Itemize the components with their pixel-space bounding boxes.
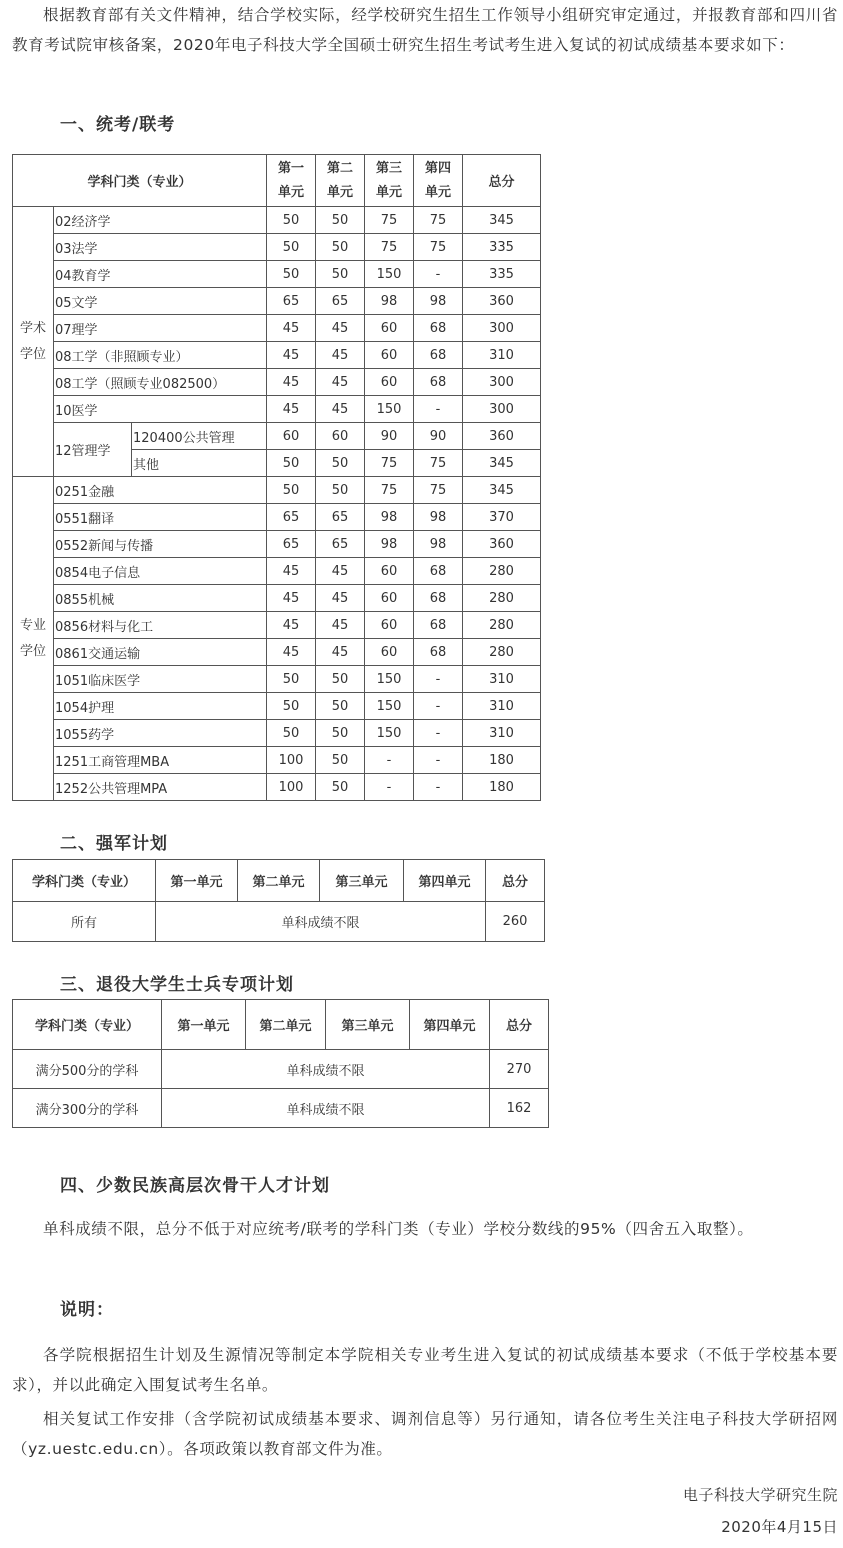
- row-unit2-score: 50: [316, 693, 365, 720]
- row-unit3-score: 60: [365, 558, 414, 585]
- notes-paragraph-2: 相关复试工作安排（含学院初试成绩基本要求、调剂信息等）另行通知，请各位考生关注电子科技大学研招网（yz.uestc.edu.cn）。各项政策以教育部文件为准。: [12, 1410, 838, 1458]
- row-total-score: 345: [463, 450, 541, 477]
- header-unit4: 第四单元: [404, 860, 486, 902]
- row-unit4-score: -: [414, 774, 463, 801]
- group-professional-degree: [13, 477, 54, 801]
- row-unit2-score: 50: [316, 234, 365, 261]
- table-header-row: [13, 1000, 549, 1050]
- row-category: 1054护理: [54, 693, 267, 720]
- table-row: [13, 396, 541, 423]
- row-unit1-score: 65: [267, 531, 316, 558]
- row-note: 单科成绩不限: [156, 902, 486, 942]
- row-unit1-score: 50: [267, 207, 316, 234]
- row-unit1-score: 50: [267, 450, 316, 477]
- row-unit4-score: 68: [414, 315, 463, 342]
- row-category: 满分500分的学科: [13, 1050, 162, 1089]
- table-row: [13, 747, 541, 774]
- row-category: 0856材料与化工: [54, 612, 267, 639]
- row-subcategory: 120400公共管理: [132, 423, 267, 450]
- veteran-plan-table: [12, 999, 549, 1128]
- row-unit2-score: 50: [316, 207, 365, 234]
- row-category: 08工学（非照顾专业）: [54, 342, 267, 369]
- row-total-score: 360: [463, 288, 541, 315]
- header-unit4: 第四单元: [410, 1000, 490, 1050]
- table-row: [13, 1089, 549, 1128]
- table-row: [13, 369, 541, 396]
- row-unit1-score: 50: [267, 720, 316, 747]
- section4-text: 单科成绩不限，总分不低于对应统考/联考的学科门类（专业）学校分数线的95%（四舍五入取整）。: [43, 1220, 754, 1238]
- header-unit1: [267, 155, 316, 207]
- header-total: 总分: [463, 155, 541, 207]
- row-unit2-score: 60: [316, 423, 365, 450]
- table-row: [13, 423, 541, 450]
- row-total-score: 335: [463, 234, 541, 261]
- table-row: [13, 477, 541, 504]
- row-total-score: 280: [463, 558, 541, 585]
- table-row: [13, 531, 541, 558]
- row-total-score: 310: [463, 666, 541, 693]
- row-unit3-score: 150: [365, 693, 414, 720]
- row-category: 08工学（照顾专业082500）: [54, 369, 267, 396]
- row-category: 0854电子信息: [54, 558, 267, 585]
- row-subcategory: 其他: [132, 450, 267, 477]
- row-category: 0551翻译: [54, 504, 267, 531]
- row-unit1-score: 50: [267, 477, 316, 504]
- row-unit3-score: 60: [365, 639, 414, 666]
- row-unit2-score: 50: [316, 450, 365, 477]
- row-unit1-score: 100: [267, 774, 316, 801]
- header-unit2: 第二单元: [238, 860, 320, 902]
- row-unit1-score: 50: [267, 666, 316, 693]
- header-unit3: 第三单元: [326, 1000, 410, 1050]
- row-unit1-score: 50: [267, 261, 316, 288]
- row-unit3-score: 150: [365, 261, 414, 288]
- group-academic-degree: [13, 207, 54, 477]
- row-note: 单科成绩不限: [162, 1050, 490, 1089]
- row-unit1-score: 50: [267, 693, 316, 720]
- group-professional-line1: 专业: [19, 617, 46, 633]
- row-unit1-score: 50: [267, 234, 316, 261]
- row-total-score: 310: [463, 342, 541, 369]
- row-unit2-score: 45: [316, 639, 365, 666]
- group-academic-line1: 学术: [19, 320, 46, 336]
- row-category: 02经济学: [54, 207, 267, 234]
- row-unit2-score: 50: [316, 774, 365, 801]
- row-unit4-score: 98: [414, 531, 463, 558]
- row-unit4-score: -: [414, 396, 463, 423]
- table-row: [13, 207, 541, 234]
- row-unit2-score: 45: [316, 585, 365, 612]
- table-row: [13, 234, 541, 261]
- row-unit1-score: 45: [267, 612, 316, 639]
- row-unit3-score: -: [365, 774, 414, 801]
- signature-date: 2020年4月15日: [721, 1518, 838, 1536]
- header-unit2-line2: 单元: [327, 184, 354, 200]
- header-unit3: [365, 155, 414, 207]
- header-unit3-line1: 第三: [376, 160, 403, 176]
- notes-title: 说明：: [60, 1300, 114, 1320]
- row-unit4-score: 75: [414, 477, 463, 504]
- header-category: 学科门类（专业）: [13, 155, 267, 207]
- row-unit4-score: -: [414, 693, 463, 720]
- row-total-score: 345: [463, 207, 541, 234]
- header-category: 学科门类（专业）: [13, 860, 156, 902]
- row-unit1-score: 45: [267, 342, 316, 369]
- row-unit3-score: 98: [365, 288, 414, 315]
- row-total-score: 180: [463, 774, 541, 801]
- row-total-score: 280: [463, 639, 541, 666]
- header-unit1-line1: 第一: [278, 160, 305, 176]
- row-total-score: 280: [463, 585, 541, 612]
- row-note: 单科成绩不限: [162, 1089, 490, 1128]
- row-unit3-score: 150: [365, 666, 414, 693]
- row-unit1-score: 45: [267, 315, 316, 342]
- row-unit4-score: 75: [414, 234, 463, 261]
- row-category: 1055药学: [54, 720, 267, 747]
- row-unit3-score: 75: [365, 234, 414, 261]
- row-unit2-score: 65: [316, 504, 365, 531]
- row-unit4-score: 75: [414, 207, 463, 234]
- row-total-score: 360: [463, 531, 541, 558]
- header-unit3: 第三单元: [320, 860, 404, 902]
- table-row: [13, 342, 541, 369]
- row-unit2-score: 45: [316, 315, 365, 342]
- table-row: [13, 288, 541, 315]
- row-unit4-score: 68: [414, 612, 463, 639]
- header-category: 学科门类（专业）: [13, 1000, 162, 1050]
- military-plan-table: [12, 859, 545, 942]
- row-category: 0855机械: [54, 585, 267, 612]
- row-unit4-score: 68: [414, 342, 463, 369]
- table-row: [13, 558, 541, 585]
- row-unit2-score: 45: [316, 558, 365, 585]
- row-category: 所有: [13, 902, 156, 942]
- row-unit2-score: 50: [316, 720, 365, 747]
- row-category: 0251金融: [54, 477, 267, 504]
- row-unit3-score: 90: [365, 423, 414, 450]
- row-total-score: 310: [463, 693, 541, 720]
- section4-title: 四、少数民族高层次骨干人才计划: [60, 1176, 330, 1196]
- row-unit4-score: 75: [414, 450, 463, 477]
- row-unit1-score: 45: [267, 585, 316, 612]
- section3-title: 三、退役大学生士兵专项计划: [60, 975, 294, 995]
- row-unit1-score: 45: [267, 639, 316, 666]
- header-total: 总分: [486, 860, 545, 902]
- section2-title: 二、强军计划: [60, 834, 168, 854]
- row-total: 270: [490, 1050, 549, 1089]
- row-unit4-score: 90: [414, 423, 463, 450]
- row-unit3-score: 60: [365, 315, 414, 342]
- row-unit4-score: -: [414, 666, 463, 693]
- row-category: 1251工商管理MBA: [54, 747, 267, 774]
- table-row: [13, 261, 541, 288]
- table-row: [13, 612, 541, 639]
- row-unit2-score: 50: [316, 477, 365, 504]
- row-category: 07理学: [54, 315, 267, 342]
- table-row: [13, 1050, 549, 1089]
- header-unit3-line2: 单元: [376, 184, 403, 200]
- table-row: [13, 666, 541, 693]
- row-unit2-score: 45: [316, 612, 365, 639]
- row-unit3-score: 60: [365, 585, 414, 612]
- intro-paragraph: 根据教育部有关文件精神，结合学校实际，经学校研究生招生工作领导小组研究审定通过，并报教育部和四川省教育考试院审核备案，2020年电子科技大学全国硕士研究生招生考试考生进入复试的初试成绩基本要求如下：: [12, 6, 838, 54]
- row-unit4-score: 68: [414, 585, 463, 612]
- row-unit2-score: 45: [316, 369, 365, 396]
- table-row: [13, 720, 541, 747]
- row-category: 03法学: [54, 234, 267, 261]
- row-unit4-score: -: [414, 720, 463, 747]
- table-row: [13, 902, 545, 942]
- notes-paragraph-1: 各学院根据招生计划及生源情况等制定本学院相关专业考生进入复试的初试成绩基本要求（不低于学校基本要求），并以此确定入围复试考生名单。: [12, 1346, 838, 1394]
- row-total-score: 300: [463, 315, 541, 342]
- table-row: [13, 693, 541, 720]
- header-unit4-line1: 第四: [425, 160, 452, 176]
- row-total: 162: [490, 1089, 549, 1128]
- table-row: [13, 504, 541, 531]
- unified-exam-table: [12, 154, 541, 801]
- row-unit1-score: 65: [267, 504, 316, 531]
- table-row: [13, 585, 541, 612]
- row-unit4-score: 98: [414, 288, 463, 315]
- row-total-score: 345: [463, 477, 541, 504]
- header-unit4: [414, 155, 463, 207]
- row-unit2-score: 65: [316, 531, 365, 558]
- header-unit1-line2: 单元: [278, 184, 305, 200]
- row-total-score: 335: [463, 261, 541, 288]
- row-unit3-score: 150: [365, 720, 414, 747]
- table-row: [13, 774, 541, 801]
- row-unit1-score: 65: [267, 288, 316, 315]
- row-unit3-score: 98: [365, 504, 414, 531]
- header-total: 总分: [490, 1000, 549, 1050]
- row-total-score: 370: [463, 504, 541, 531]
- group-academic-line2: 学位: [19, 346, 46, 362]
- row-total-score: 300: [463, 369, 541, 396]
- row-unit4-score: 68: [414, 639, 463, 666]
- table-row: [13, 639, 541, 666]
- row-unit2-score: 50: [316, 666, 365, 693]
- row-unit3-score: 75: [365, 477, 414, 504]
- row-total-score: 300: [463, 396, 541, 423]
- row-category: 满分300分的学科: [13, 1089, 162, 1128]
- signature-org: 电子科技大学研究生院: [682, 1486, 838, 1504]
- row-unit4-score: -: [414, 747, 463, 774]
- row-category: 04教育学: [54, 261, 267, 288]
- header-unit1: 第一单元: [156, 860, 238, 902]
- row-unit1-score: 45: [267, 558, 316, 585]
- row-total-score: 360: [463, 423, 541, 450]
- header-unit4-line2: 单元: [425, 184, 452, 200]
- row-unit1-score: 45: [267, 396, 316, 423]
- section1-title: 一、统考/联考: [60, 115, 176, 135]
- row-category: 10医学: [54, 396, 267, 423]
- row-category: 0861交通运输: [54, 639, 267, 666]
- row-unit2-score: 65: [316, 288, 365, 315]
- row-unit4-score: 68: [414, 558, 463, 585]
- row-unit3-score: 98: [365, 531, 414, 558]
- row-unit3-score: 150: [365, 396, 414, 423]
- table-row: [13, 315, 541, 342]
- row-total-score: 280: [463, 612, 541, 639]
- header-unit2: 第二单元: [246, 1000, 326, 1050]
- header-unit2: [316, 155, 365, 207]
- row-unit4-score: 68: [414, 369, 463, 396]
- row-unit3-score: 60: [365, 369, 414, 396]
- row-unit2-score: 45: [316, 396, 365, 423]
- row-total: 260: [486, 902, 545, 942]
- row-unit2-score: 45: [316, 342, 365, 369]
- row-unit1-score: 60: [267, 423, 316, 450]
- row-unit2-score: 50: [316, 261, 365, 288]
- row-unit3-score: -: [365, 747, 414, 774]
- row-unit1-score: 45: [267, 369, 316, 396]
- row-unit3-score: 60: [365, 612, 414, 639]
- row-total-score: 310: [463, 720, 541, 747]
- row-total-score: 180: [463, 747, 541, 774]
- row-unit1-score: 100: [267, 747, 316, 774]
- row-unit3-score: 75: [365, 450, 414, 477]
- header-unit2-line1: 第二: [327, 160, 354, 176]
- table-header-row: [13, 860, 545, 902]
- header-unit1: 第一单元: [162, 1000, 246, 1050]
- row-category: 0552新闻与传播: [54, 531, 267, 558]
- row-category: 1252公共管理MPA: [54, 774, 267, 801]
- row-category: 05文学: [54, 288, 267, 315]
- table-header-row: [13, 155, 541, 207]
- row-unit2-score: 50: [316, 747, 365, 774]
- row-category: 1051临床医学: [54, 666, 267, 693]
- row-unit4-score: 98: [414, 504, 463, 531]
- row-unit4-score: -: [414, 261, 463, 288]
- group-professional-line2: 学位: [19, 643, 46, 659]
- row-unit3-score: 75: [365, 207, 414, 234]
- row-category-mgmt: 12管理学: [54, 423, 132, 477]
- row-unit3-score: 60: [365, 342, 414, 369]
